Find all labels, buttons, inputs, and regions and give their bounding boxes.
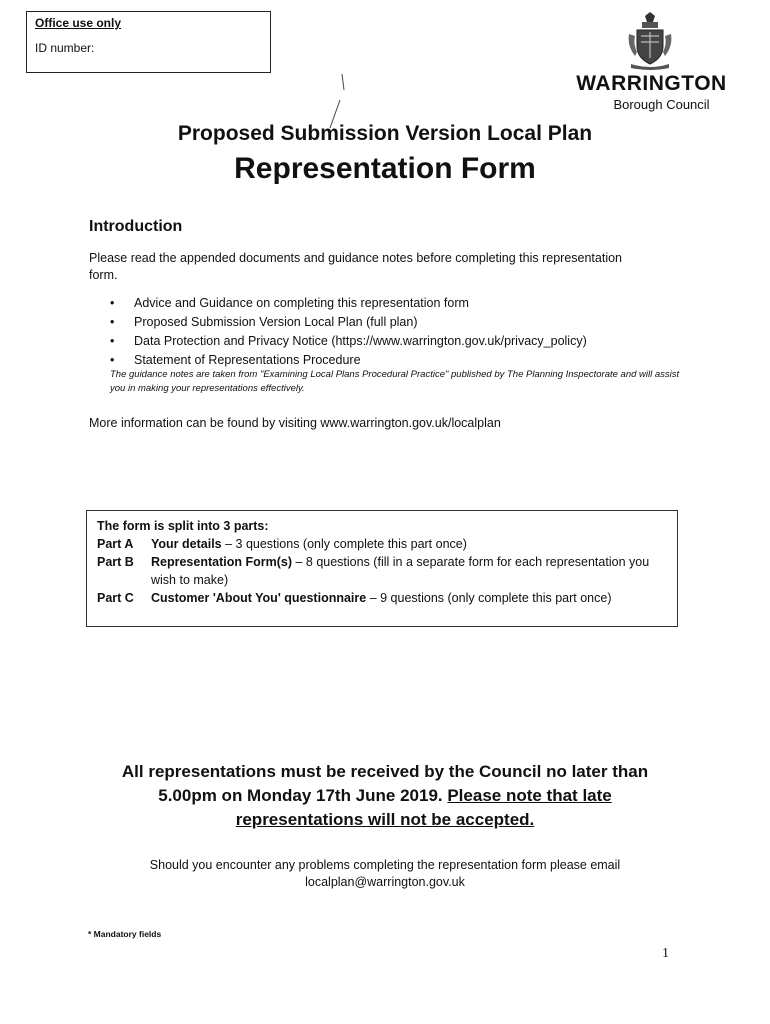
page-subtitle: Proposed Submission Version Local Plan [177,122,593,145]
intro-heading: Introduction [89,218,183,235]
part-row: Part C Customer 'About You' questionnaire – 9 questions (only complete this part once) [97,591,612,605]
council-name: WARRINGTON [576,72,727,95]
contact-info: Should you encounter any problems completing the representation form please email localplan@warrington.gov.uk [60,857,710,891]
form-parts-box [86,510,678,627]
list-item: • Statement of Representations Procedure [110,351,690,370]
part-row: Part B Representation Form(s) – 8 questions (fill in a separate form for each representation you wish to make) [97,555,650,587]
document-list [110,294,690,370]
office-use-title: Office use only [35,16,122,30]
contact-email: localplan@warrington.gov.uk [305,875,465,889]
deadline-notice: All representations must be received by the Council no later than 5.00pm on Monday 17th June 2019. Please note that late representations will not be accepted. [121,762,649,829]
intro-paragraph: Please read the appended documents and guidance notes before completing this representation form. [89,251,623,282]
part-row: Part A Your details – 3 questions (only complete this part once) [97,537,467,551]
list-item: • Data Protection and Privacy Notice (https://www.warrington.gov.uk/privacy_policy) [110,332,690,351]
page-title: Representation Form [234,152,536,185]
page-number: 1 [662,946,669,961]
more-info-text: More information can be found by visiting www.warrington.gov.uk/localplan [89,416,501,430]
office-use-box [26,11,271,73]
parts-heading: The form is split into 3 parts: [97,519,269,533]
guidance-note: The guidance notes are taken from "Examining Local Plans Procedural Practice" published by The Planning Inspectorate and will assist you in making your representations effectively. [110,369,680,394]
council-subname: Borough Council [613,97,710,112]
id-number-label: ID number: [35,41,95,55]
mandatory-fields-note: * Mandatory fields [88,929,162,939]
list-item: • Advice and Guidance on completing this representation form [110,294,690,313]
crest-icon [625,12,675,70]
list-item: • Proposed Submission Version Local Plan (full plan) [110,313,690,332]
